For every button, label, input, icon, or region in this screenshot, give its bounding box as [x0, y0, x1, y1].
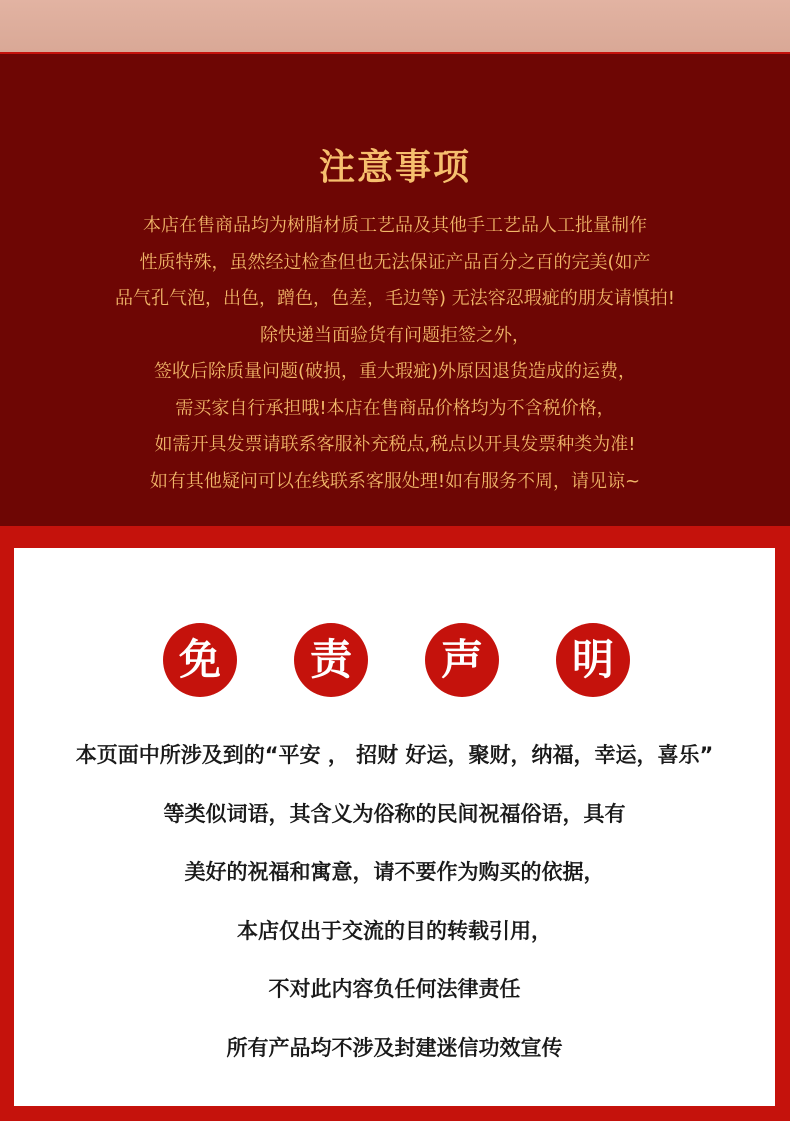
- notice-line: 性质特殊，虽然经过检查但也无法保证产品百分之百的完美(如产: [139, 251, 651, 273]
- disclaimer-line: 等类似词语，其含义为俗称的民间祝福俗语，具有: [163, 801, 626, 826]
- notice-section: [0, 54, 790, 526]
- notice-line: 品气孔气泡，出色，蹭色，色差，毛边等) 无法容忍瑕疵的朋友请慎拍!: [115, 288, 675, 309]
- disclaimer-title-char: 明: [556, 623, 630, 697]
- disclaimer-line: 本店仅出于交流的目的转载引用，: [237, 918, 552, 943]
- notice-line: 如有其他疑问可以在线联系客服处理!如有服务不周，请见谅~: [149, 470, 641, 492]
- disclaimer-title-char: 责: [294, 623, 368, 697]
- disclaimer-line: 不对此内容负任何法律责任: [268, 977, 521, 1001]
- disclaimer-title-char: 免: [163, 623, 237, 697]
- disclaimer-title: [14, 623, 775, 699]
- disclaimer-text-block: [14, 726, 775, 1077]
- notice-line: 签收后除质量问题(破损，重大瑕疵)外原因退货造成的运费，: [153, 361, 637, 382]
- disclaimer-line: 本页面中所涉及到的“平安 ， 招财 好运，聚财，纳福，幸运，喜乐”: [75, 743, 714, 767]
- notice-line: 除快递当面验货有问题拒签之外，: [260, 324, 530, 346]
- disclaimer-title-char: 声: [425, 623, 499, 697]
- notice-title: 注意事项: [318, 147, 471, 188]
- notice-line: 如需开具发票请联系客服补充税点,税点以开具发票种类为准!: [154, 434, 636, 455]
- disclaimer-line: 所有产品均不涉及封建迷信功效宣传: [226, 1035, 563, 1060]
- disclaimer-section: [14, 548, 775, 1106]
- notice-line: 需买家自行承担哦!本店在售商品价格均为不含税价格，: [175, 397, 615, 419]
- notice-line: 本店在售商品均为树脂材质工艺品及其他手工艺品人工批量制作: [143, 215, 647, 236]
- notice-text-block: [0, 208, 790, 500]
- disclaimer-line: 美好的祝福和寓意，请不要作为购买的依据，: [184, 860, 605, 884]
- product-image-strip: [0, 0, 790, 54]
